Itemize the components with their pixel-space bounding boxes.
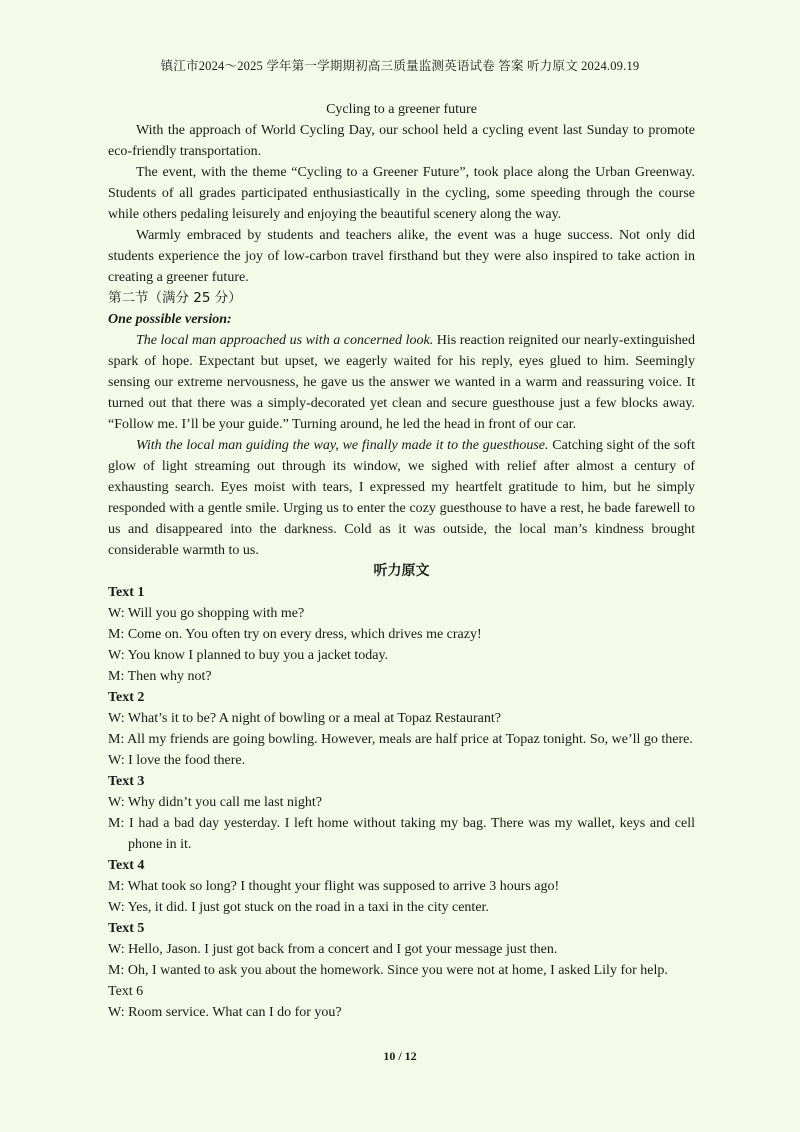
text-label: Text 5 — [108, 921, 145, 936]
essay-paragraph: The event, with the theme “Cycling to a Greener Future”, took place along the Urban Greenway. Students of all grades participated enthusiastically in the cycling, some speeding through the course while others pedaling leisurely and enjoying the beautiful scenery along the way. — [108, 165, 695, 222]
text-label: Text 2 — [108, 690, 145, 705]
dialogue-line: M: What took so long? I thought your flight was supposed to arrive 3 hours ago! — [108, 879, 560, 894]
paragraph-body: Catching sight of the soft glow of light streaming out through its window, we sighed with relief after almost a century of exhausting search. Eyes moist with tears, I expressed my heartfelt gratitude to him, but he simply responded with a gentle smile. Urging us to enter the cozy guesthouse to have a rest, he bade farewell to us and disappeared into the darkness. Cold as it was outside, the local man’s kindness brought considerable warmth to us. — [108, 438, 695, 558]
page-header: 镇江市2024～2025 学年第一学期期初高三质量监测英语试卷 答案 听力原文 2024.09.19 — [160, 59, 640, 73]
dialogue-line: W: You know I planned to buy you a jacket today. — [108, 648, 389, 663]
sample-paragraph-2 — [108, 435, 695, 561]
section-heading: 第二节（满分 25 分） — [108, 290, 242, 306]
dialogue-line: W: I love the food there. — [108, 753, 246, 768]
dialogue-line: M: Then why not? — [108, 669, 212, 684]
page-content — [108, 99, 695, 1023]
listening-heading: 听力原文 — [373, 563, 430, 579]
dialogue-line: M: Come on. You often try on every dress, which drives me crazy! — [108, 627, 482, 642]
essay-paragraph: With the approach of World Cycling Day, our school held a cycling event last Sunday to promote eco-friendly transportation. — [108, 123, 695, 159]
dialogue-line: M: All my friends are going bowling. However, meals are half price at Topaz tonight. So, we’ll go there. — [108, 732, 693, 747]
text-label: Text 4 — [108, 858, 145, 873]
dialogue-line: W: Hello, Jason. I just got back from a concert and I got your message just then. — [108, 942, 558, 957]
dialogue-line: M: Oh, I wanted to ask you about the homework. Since you were not at home, I asked Lily for help. — [108, 963, 668, 978]
dialogue-line: M: I had a bad day yesterday. I left home without taking my bag. There was my wallet, keys and cell phone in it. — [108, 816, 695, 852]
dialogue-line: W: Yes, it did. I just got stuck on the road in a taxi in the city center. — [108, 900, 489, 915]
sample-paragraph-1 — [108, 330, 695, 435]
paragraph-opening: With the local man guiding the way, we finally made it to the guesthouse. — [136, 438, 549, 453]
text-label: Text 6 — [108, 984, 144, 999]
essay-title: Cycling to a greener future — [326, 102, 477, 117]
dialogue-line: W: Will you go shopping with me? — [108, 606, 305, 621]
dialogue-line: W: Room service. What can I do for you? — [108, 1005, 342, 1020]
dialogue-line: W: What’s it to be? A night of bowling or a meal at Topaz Restaurant? — [108, 711, 501, 726]
version-label: One possible version: — [108, 312, 232, 327]
essay-paragraph: Warmly embraced by students and teachers alike, the event was a huge success. Not only did students experience the joy of low-carbon travel firsthand but they were also inspired to take action in creating a greener future. — [108, 228, 695, 285]
page-number: 10 / 12 — [383, 1049, 417, 1063]
text-label: Text 1 — [108, 585, 145, 600]
text-label: Text 3 — [108, 774, 145, 789]
dialogue-line: W: Why didn’t you call me last night? — [108, 795, 322, 810]
paragraph-body: His reaction reignited our nearly-extinguished spark of hope. Expectant but upset, we eagerly waited for his reply, eyes glued to him. Seemingly sensing our extreme nervousness, he gave us the answer we wanted in a warm and reassuring voice. It turned out that there was a simply-decorated yet clean and secure guesthouse just a few blocks away. “Follow me. I’ll be your guide.” Turning around, he led the head in front of our car. — [108, 333, 696, 432]
paragraph-opening: The local man approached us with a concerned look. — [136, 333, 434, 348]
